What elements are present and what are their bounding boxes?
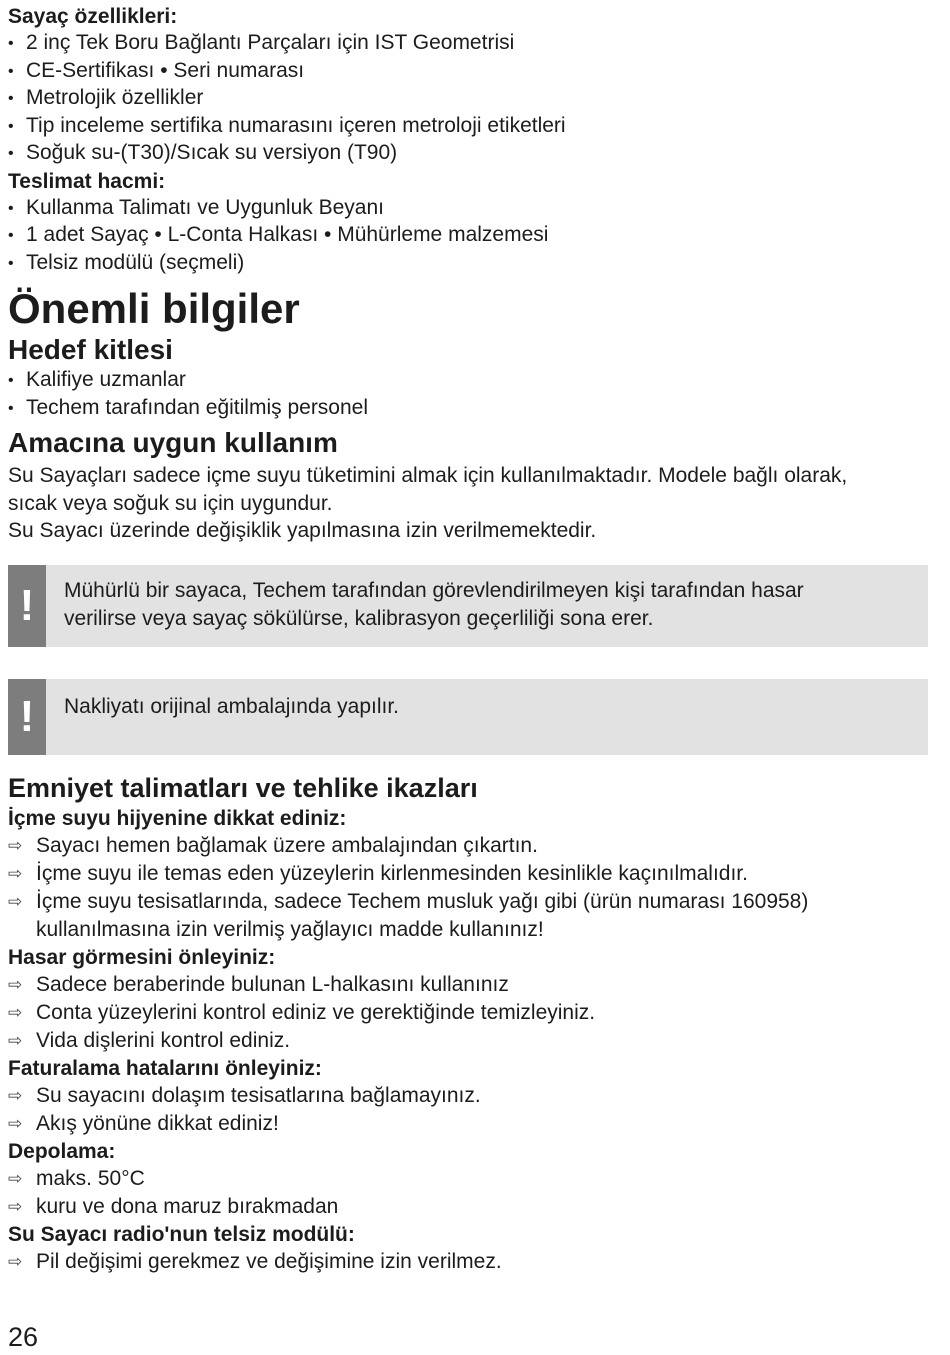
arrow-right-icon: ⇨ <box>8 1168 23 1188</box>
list-item: ⇨ Sayacı hemen bağlamak üzere ambalajından çıkartın. <box>8 832 928 860</box>
page-number: 26 <box>8 1322 39 1352</box>
bullet-icon: • <box>8 399 14 417</box>
audience-list <box>8 367 928 422</box>
bullet-icon: • <box>8 199 14 217</box>
list-item: • 1 adet Sayaç • L-Conta Halkası • Mühürleme malzemesi <box>8 222 928 250</box>
list-item: ⇨ Pil değişimi gerekmez ve değişimine izin verilmez. <box>8 1248 928 1276</box>
list-item: ⇨ İçme suyu tesisatlarında, sadece Techem musluk yağı gibi (ürün numarası 160958) kullanılmasına izin verilmiş yağlayıcı madde kullanınız! <box>8 888 928 944</box>
bullet-icon: • <box>8 145 14 162</box>
list-item: • Soğuk su-(T30)/Sıcak su versiyon (T90) <box>8 140 928 168</box>
billing-heading: Faturalama hatalarını önleyiniz: <box>8 1056 322 1080</box>
warning-box-transport <box>8 679 928 755</box>
safety-title: Emniyet talimatları ve tehlike ikazları <box>8 772 478 803</box>
delivery-heading: Teslimat hacmi: <box>8 169 166 193</box>
arrow-right-icon: ⇨ <box>8 1085 23 1105</box>
arrow-right-icon: ⇨ <box>8 1030 23 1050</box>
meter-features-heading: Sayaç özellikleri: <box>8 5 178 28</box>
storage-heading: Depolama: <box>8 1139 116 1163</box>
exclamation-icon: ! <box>8 679 46 755</box>
bullet-icon: • <box>8 254 14 272</box>
document-page <box>8 0 928 1276</box>
bullet-icon: • <box>8 35 14 52</box>
intended-use-text: Su Sayaçları sadece içme suyu tüketimini almak için kullanılmaktadır. Modele bağlı olarak, sıcak veya soğuk su için uygundur. Su Sayacı üzerinde değişiklik yapılmasına izin verilmemektedir. <box>8 464 848 542</box>
damage-list <box>8 971 928 1055</box>
bullet-icon: • <box>8 90 14 107</box>
important-title: Önemli bilgiler <box>8 285 300 332</box>
hygiene-heading: İçme suyu hijyenine dikkat ediniz: <box>8 806 347 830</box>
warning-text: Mühürlü bir sayaca, Techem tarafından görevlendirilmeyen kişi tarafından hasar verilirse veya sayaç sökülürse, kalibrasyon geçerliliği sona erer. <box>64 578 804 630</box>
intended-use-heading: Amacına uygun kullanım <box>8 427 338 458</box>
meter-features-list <box>8 30 928 168</box>
list-item: • Kullanma Talimatı ve Uygunluk Beyanı <box>8 195 928 223</box>
arrow-right-icon: ⇨ <box>8 1002 23 1022</box>
hygiene-list <box>8 832 928 944</box>
arrow-right-icon: ⇨ <box>8 835 23 855</box>
list-item: • Techem tarafından eğitilmiş personel <box>8 395 928 423</box>
arrow-right-icon: ⇨ <box>8 863 23 883</box>
list-item: ⇨ Su sayacını dolaşım tesisatlarına bağlamayınız. <box>8 1082 928 1110</box>
list-item: • Metrolojik özellikler <box>8 85 928 113</box>
arrow-right-icon: ⇨ <box>8 1113 23 1133</box>
arrow-right-icon: ⇨ <box>8 1196 23 1216</box>
list-item: • CE-Sertifikası • Seri numarası <box>8 58 928 86</box>
damage-heading: Hasar görmesini önleyiniz: <box>8 945 276 969</box>
arrow-right-icon: ⇨ <box>8 891 23 911</box>
list-item: ⇨ İçme suyu ile temas eden yüzeylerin kirlenmesinden kesinlikle kaçınılmalıdır. <box>8 860 928 888</box>
list-item: ⇨ Conta yüzeylerini kontrol ediniz ve gerektiğinde temizleyiniz. <box>8 999 928 1027</box>
bullet-icon: • <box>8 372 14 389</box>
list-item: ⇨ maks. 50°C <box>8 1165 928 1193</box>
radio-module-list <box>8 1248 928 1276</box>
warning-box-calibration <box>8 565 928 647</box>
bullet-icon: • <box>8 62 14 80</box>
bullet-icon: • <box>8 117 14 135</box>
audience-heading: Hedef kitlesi <box>8 334 173 365</box>
list-item: ⇨ Vida dişlerini kontrol ediniz. <box>8 1027 928 1055</box>
arrow-right-icon: ⇨ <box>8 1251 23 1271</box>
list-item: • Tip inceleme sertifika numarasını içeren metroloji etiketleri <box>8 113 928 141</box>
billing-list <box>8 1082 928 1138</box>
warning-text: Nakliyatı orijinal ambalajında yapılır. <box>64 694 399 718</box>
list-item: ⇨ Sadece beraberinde bulunan L-halkasını kullanınız <box>8 971 928 999</box>
arrow-right-icon: ⇨ <box>8 974 23 994</box>
list-item: • Telsiz modülü (seçmeli) <box>8 250 928 278</box>
list-item: • Kalifiye uzmanlar <box>8 367 928 395</box>
bullet-icon: • <box>8 227 14 244</box>
list-item: • 2 inç Tek Boru Bağlantı Parçaları için IST Geometrisi <box>8 30 928 58</box>
exclamation-icon: ! <box>8 565 46 647</box>
radio-module-heading: Su Sayacı radio'nun telsiz modülü: <box>8 1222 355 1246</box>
list-item: ⇨ kuru ve dona maruz bırakmadan <box>8 1193 928 1221</box>
storage-list <box>8 1165 928 1221</box>
list-item: ⇨ Akış yönüne dikkat ediniz! <box>8 1110 928 1138</box>
delivery-list <box>8 195 928 278</box>
